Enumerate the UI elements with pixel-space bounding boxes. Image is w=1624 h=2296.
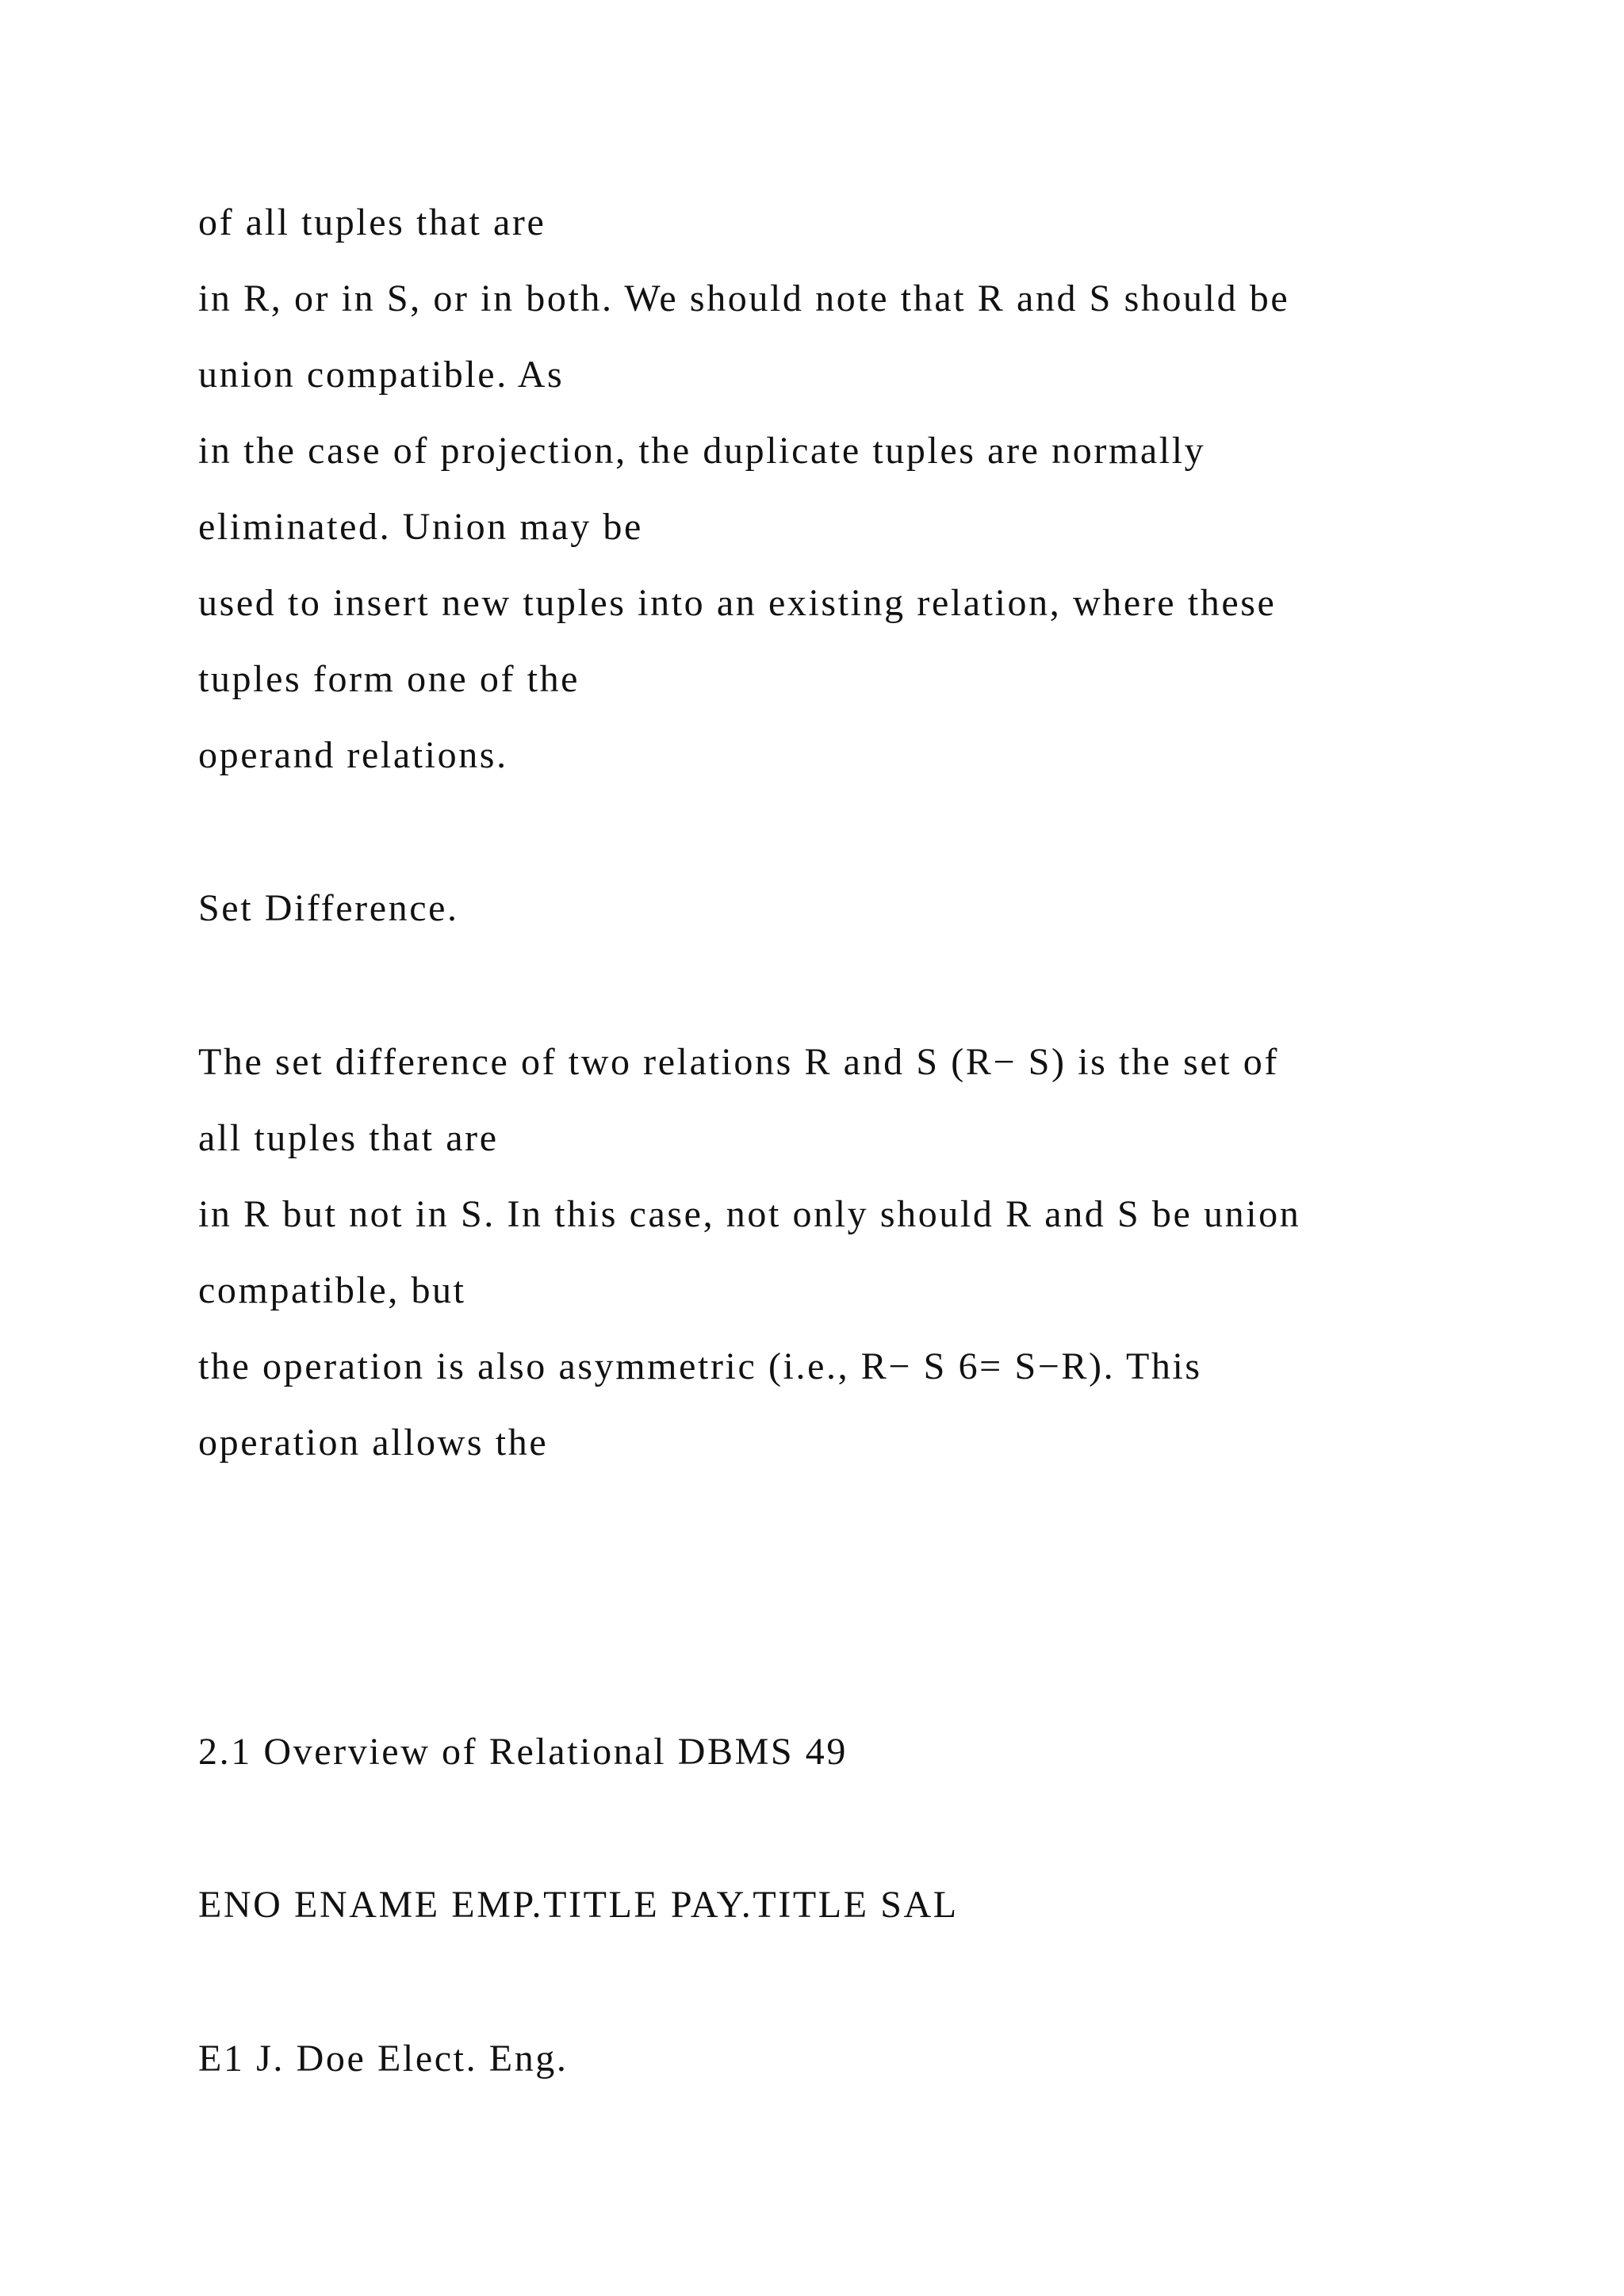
running-header: 2.1 Overview of Relational DBMS 49 bbox=[198, 1731, 848, 1773]
text-line: all tuples that are bbox=[198, 1117, 499, 1159]
text-line: operation allows the bbox=[198, 1422, 549, 1464]
text-line: union compatible. As bbox=[198, 354, 565, 396]
text-line: operand relations. bbox=[198, 734, 508, 776]
text-line: used to insert new tuples into an existing relation, where these bbox=[198, 582, 1277, 624]
text-line: the operation is also asymmetric (i.e., R− S 6= S−R). This bbox=[198, 1345, 1202, 1387]
text-line: The set difference of two relations R and S (R− S) is the set of bbox=[198, 1041, 1279, 1083]
text-line: in R, or in S, or in both. We should note that R and S should be bbox=[198, 277, 1290, 320]
text-line: tuples form one of the bbox=[198, 658, 580, 700]
section-heading: Set Difference. bbox=[198, 887, 459, 929]
text-line: eliminated. Union may be bbox=[198, 506, 643, 548]
text-line: of all tuples that are bbox=[198, 201, 546, 243]
table-header-row: ENO ENAME EMP.TITLE PAY.TITLE SAL bbox=[198, 1884, 959, 1926]
text-line: in R but not in S. In this case, not only should R and S be union bbox=[198, 1193, 1301, 1235]
text-line: in the case of projection, the duplicate tuples are normally bbox=[198, 430, 1206, 472]
text-line: compatible, but bbox=[198, 1269, 466, 1311]
table-row: E1 J. Doe Elect. Eng. bbox=[198, 2038, 569, 2080]
